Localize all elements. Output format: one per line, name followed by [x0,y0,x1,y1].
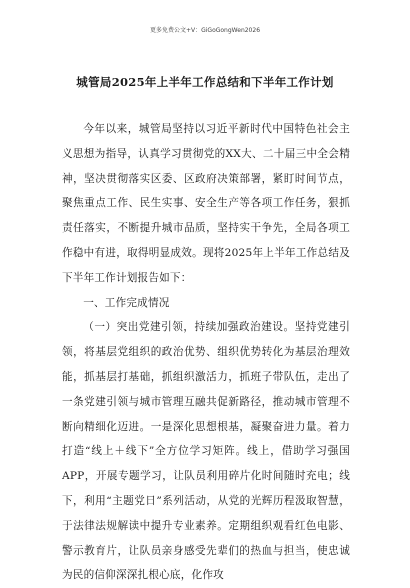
body-paragraph: （一）突出党建引领，持续加强政治建设。坚持党建引领，将基层党组织的政治优势、组织优势转化为基层治理效能，抓基层打基础，抓组织激活力，抓班子带队伍，走出了一条党建引领与城市管理互融共促新路径，推动城市管理不断向精细化迈进。一是深化思想根基，凝聚奋进力量。着力打造“线上＋线下”全方位学习矩阵。线上，借助学习强国APP，开展专题学习，让队员利用碎片化时间随时充电；线下，利用“主题党日”系列活动，从党的光辉历程汲取智慧，于法律法规解读中提升专业素养。定期组织观看红色电影、警示教育片，让队员亲身感受先辈们的热血与担当，使忠诚为民的信仰深深扎根心底，化作攻 [62,321,350,582]
intro-paragraph: 今年以来，城管局坚持以习近平新时代中国特色社会主义思想为指导，认真学习贯彻党的XX大、二十届三中全会精神，坚决贯彻落实区委、区政府决策部署，紧盯时间节点，聚焦重点工作、民生实事、安全生产等各项工作任务，狠抓责任落实，不断提升城市品质，坚持实干争先，全局各项工作稳中有进，取得明显成效。现将2025年上半年工作总结及下半年工作计划报告如下： [62,123,350,284]
document-body [62,117,350,588]
header-note: 更多免费公文+V：GiGoGongWen2026 [149,27,261,34]
document-title: 城管局2025年上半年工作总结和下半年工作计划 [76,75,334,89]
section-heading: 一、工作完成情况 [83,296,170,309]
